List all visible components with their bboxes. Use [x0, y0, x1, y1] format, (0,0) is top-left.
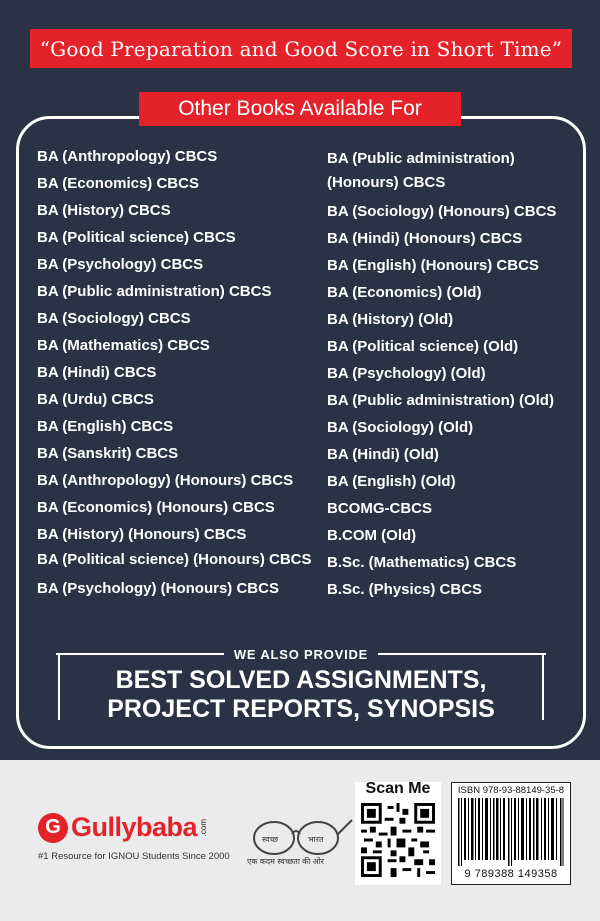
book-item: BA (Economics) (Honours) CBCS: [37, 499, 275, 516]
book-item: BA (Political science) CBCS: [37, 229, 236, 246]
book-item: BA (Political science) (Old): [327, 338, 519, 355]
book-item: BA (English) CBCS: [37, 418, 174, 435]
also-provide-label: WE ALSO PROVIDE: [233, 646, 369, 662]
book-item: BA (Anthropology) CBCS: [37, 148, 218, 165]
scan-me-label: Scan Me: [365, 780, 431, 797]
book-item: BA (Sanskrit) CBCS: [37, 445, 179, 462]
book-item: BA (Psychology) (Honours) CBCS: [37, 580, 279, 597]
gullybaba-logo: [38, 812, 208, 843]
book-item: BA (Mathematics) CBCS: [37, 337, 210, 354]
logo-tagline: #1 Resource for IGNOU Students Since 2000: [38, 851, 230, 862]
books-list-right: [327, 147, 582, 603]
book-item: BA (Sociology) (Honours) CBCS: [327, 203, 557, 220]
book-item: B.Sc. (Physics) CBCS: [327, 581, 483, 598]
slogan-banner: “Good Preparation and Good Score in Short Time”: [30, 29, 572, 68]
book-item: BA (Sociology) (Old): [327, 419, 474, 436]
book-item: BA (Public administration) (Honours) CBCS: [327, 150, 515, 191]
book-item: BA (Anthropology) (Honours) CBCS: [37, 472, 294, 489]
also-provide-text: [60, 666, 542, 724]
divider: [378, 653, 546, 655]
book-item: BA (Economics) (Old): [327, 284, 482, 301]
books-list-left: [37, 143, 322, 602]
book-item: BA (Public administration) (Old): [327, 392, 554, 409]
logo-name: Gullybaba: [71, 812, 198, 842]
also-provide-line2: PROJECT REPORTS, SYNOPSIS: [107, 695, 495, 723]
barcode-number: 9 789388 149358: [464, 868, 558, 880]
swachh-left-text: स्वच्छ: [262, 835, 279, 844]
book-item: BA (English) (Honours) CBCS: [327, 257, 539, 274]
book-item: BA (Hindi) CBCS: [37, 364, 157, 381]
qr-code-icon[interactable]: [361, 803, 435, 877]
logo-com: .com: [199, 818, 209, 837]
book-item: B.COM (Old): [327, 527, 417, 544]
book-item: BA (Political science) (Honours) CBCS: [37, 551, 312, 568]
isbn-text: ISBN 978-93-88149-35-8: [457, 785, 565, 796]
book-item: BA (Psychology) CBCS: [37, 256, 204, 273]
swachh-right-text: भारत: [308, 835, 324, 844]
logo-g-icon: G: [38, 813, 68, 843]
book-item: B.Sc. (Mathematics) CBCS: [327, 554, 517, 571]
book-item: BA (History) (Honours) CBCS: [37, 526, 247, 543]
book-item: BA (Psychology) (Old): [327, 365, 486, 382]
barcode-icon: [458, 798, 564, 866]
book-item: BA (Urdu) CBCS: [37, 391, 154, 408]
book-item: BA (English) (Old): [327, 473, 456, 490]
book-item: BCOMG-CBCS: [327, 500, 432, 517]
divider: [56, 653, 224, 655]
also-provide-line1: BEST SOLVED ASSIGNMENTS,: [115, 666, 487, 694]
book-item: BA (History) (Old): [327, 311, 454, 328]
book-item: BA (Economics) CBCS: [37, 175, 199, 192]
swachh-caption: एक कदम स्वच्छता की ओर: [247, 857, 325, 866]
book-item: BA (Public administration) CBCS: [37, 283, 272, 300]
book-item: BA (Hindi) (Honours) CBCS: [327, 230, 523, 247]
book-item: BA (Hindi) (Old): [327, 446, 439, 463]
book-item: BA (History) CBCS: [37, 202, 171, 219]
books-frame-title: Other Books Available For: [139, 92, 461, 126]
book-item: BA (Sociology) CBCS: [37, 310, 191, 327]
also-provide-header: [56, 645, 546, 663]
